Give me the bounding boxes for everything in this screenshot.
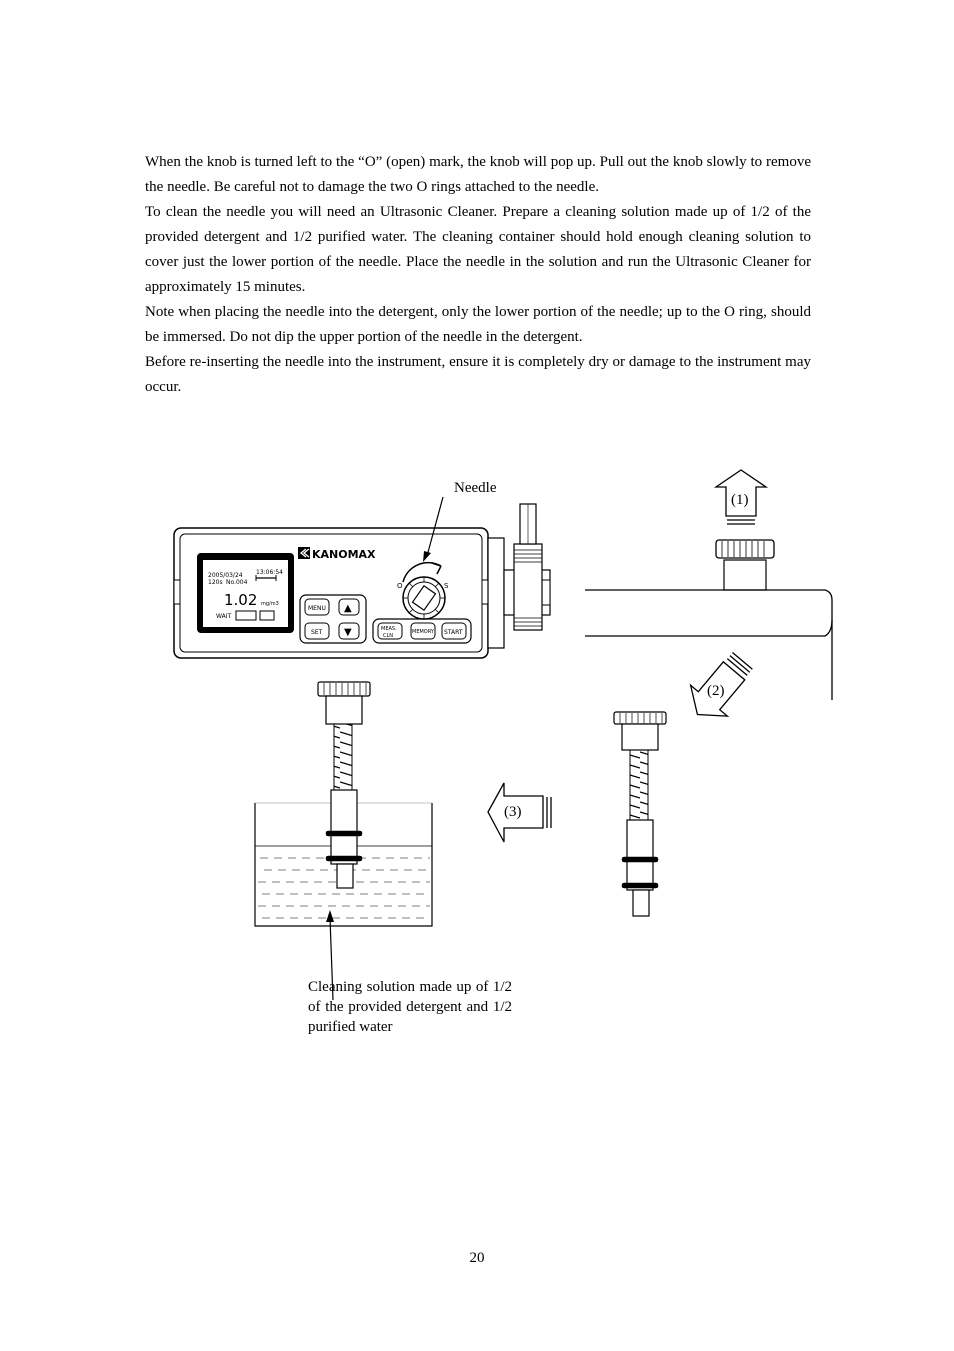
brand-logo	[298, 547, 376, 561]
knob-shut-mark: S	[444, 582, 449, 590]
screen-interval: 120s	[208, 579, 223, 586]
knob-open-mark: O	[397, 582, 403, 590]
set-button-label: SET	[311, 629, 323, 636]
brand-name: KANOMAX	[312, 548, 376, 561]
screen-date: 2005/03/24	[208, 572, 243, 579]
step-3-label: (3)	[504, 804, 522, 820]
screen-time: 13:06:54	[256, 569, 283, 576]
start-button-label: START	[444, 629, 463, 636]
memory-button-label: MEMORY	[412, 629, 434, 635]
step-2-label: (2)	[707, 683, 725, 699]
button-cluster-left	[300, 595, 366, 643]
paragraph-knob-removal: When the knob is turned left to the “O” (open) mark, the knob will pop up. Pull out the knob slowly to remove the needle. Be careful not to damage the two O rings attached to the needle.	[145, 154, 811, 195]
paragraph-cleaning-procedure: To clean the needle you will need an Ultrasonic Cleaner. Prepare a cleaning solution made up of 1/2 of the provided detergent and 1/2 purified water. The cleaning container should hold enough cleaning solution to cover just the lower portion of the needle. Place the needle in the solution and run the Ultrasonic Cleaner for approximately 15 minutes.	[145, 204, 811, 295]
cln-button-label: CLN	[383, 633, 394, 639]
lcd-screen	[197, 553, 294, 633]
paragraph-immersion-note: Note when placing the needle into the detergent, only the lower portion of the needle; up to the O ring, should be immersed. Do not dip the upper portion of the needle in the detergent.	[145, 304, 811, 345]
screen-value: 1.02	[224, 591, 258, 609]
needle-label: Needle	[454, 480, 497, 496]
step-1-label: (1)	[731, 492, 749, 508]
menu-button-label: MENU	[308, 605, 326, 612]
meas-button-label: MEAS.	[381, 626, 397, 632]
screen-record-no: No.004	[226, 579, 248, 586]
cleaning-solution-label: Cleaning solution made up of 1/2 of the provided detergent and 1/2 purified water	[308, 979, 512, 1035]
screen-unit: mg/m3	[261, 601, 279, 607]
up-arrow-icon: ▲	[344, 603, 352, 614]
needle-removed	[614, 712, 666, 916]
paragraph-drying-warning: Before re-inserting the needle into the instrument, ensure it is completely dry or damage to the instrument may occur.	[145, 354, 811, 395]
screen-status: WAIT	[216, 613, 232, 620]
page-number: 20	[469, 1250, 485, 1266]
instrument-side-view	[585, 540, 832, 700]
needle-in-solution	[318, 682, 370, 888]
down-arrow-icon: ▼	[344, 627, 352, 638]
